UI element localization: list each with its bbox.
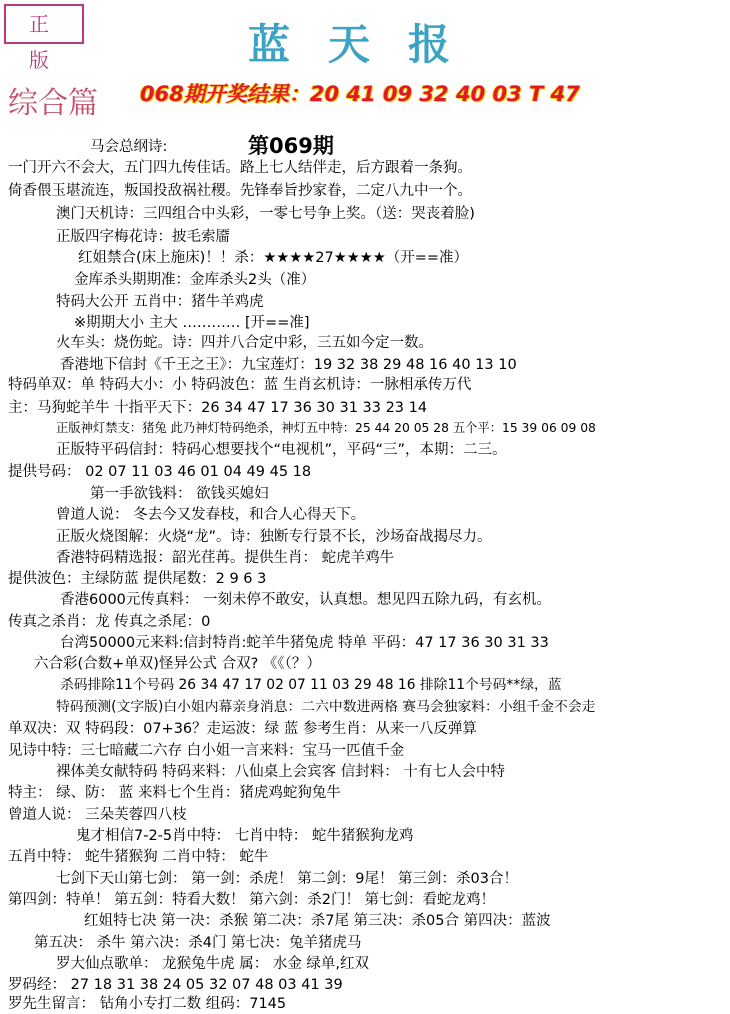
text-line: 马会总纲诗: <box>90 139 168 155</box>
text-line: 倚香偎玉堪流连，叛国投敌祸社稷。先锋奉旨抄家眷，二定八九中一个。 <box>8 183 472 199</box>
text-line: 香港特码精选报：韶光荏苒。提供生肖： 蛇虎羊鸡牛 <box>56 550 395 566</box>
section-heading: 综合篇 <box>8 86 98 121</box>
text-line: 第五决： 杀牛 第六决：杀4门 第七决：兔羊猪虎马 <box>34 935 362 951</box>
text-line: 传真之杀肖：龙 传真之杀尾：0 <box>8 614 211 630</box>
text-line: 提供波色：主绿防蓝 提供尾数：2 9 6 3 <box>8 571 267 587</box>
text-line: 红姐禁合(床上施床)！！杀：★★★★27★★★★（开==准） <box>78 250 469 266</box>
text-line: 曾道人说： 三朵芙蓉四八枝 <box>8 807 187 823</box>
text-line: 提供号码： 02 07 11 03 46 01 04 49 45 18 <box>8 464 312 480</box>
text-line: 五肖中特： 蛇牛猪猴狗 二肖中特： 蛇牛 <box>8 849 269 865</box>
text-line: 香港地下信封《千王之王》：九宝莲灯：19 32 38 29 48 16 40 13 10 <box>60 357 517 373</box>
newspaper-title: 蓝天报 <box>248 20 489 69</box>
text-line: 罗码经： 27 18 31 38 24 05 32 07 48 03 41 39 <box>8 977 343 993</box>
text-line: 正版火烧图解：火烧“龙”。诗：独断专行景不长，沙场奋战揭尽力。 <box>56 529 492 545</box>
text-line: 正版特平码信封：特码心想要找个“电视机”，平码“三”，本期：二三。 <box>56 442 507 458</box>
text-line: ※期期大小 主大 ………… [开==准] <box>74 315 310 331</box>
text-line: 单双决：双 特码段：07+36？走运波：绿 蓝 参考生肖：从来一八反弹算 <box>8 721 477 737</box>
text-line: 主：马狗蛇羊牛 十指平天下：26 34 47 17 36 30 31 33 23 14 <box>8 400 428 416</box>
text-line: 一门开六不会大，五门四九传佳话。路上七人结伴走，后方跟着一条狗。 <box>8 160 472 176</box>
text-line: 特码单双：单 特码大小：小 特码波色：蓝 生肖玄机诗：一脉相承传万代 <box>8 377 472 393</box>
text-line: 第四剑：特单！ 第五剑：特看大数！ 第六剑：杀2门！ 第七剑：看蛇龙鸡！ <box>8 892 496 908</box>
text-line: 正版四字梅花诗：披毛索靥 <box>56 229 230 245</box>
text-line: 金库杀头期期准：金库杀头2头（准） <box>74 272 316 288</box>
genuine-badge: 正 版 <box>4 4 84 44</box>
text-line: 香港6000元传真料： 一刻未停不敢安，认真想。想见四五除九码，有玄机。 <box>60 592 552 608</box>
text-line: 特码预测(文字版)白小姐内幕亲身消息：二六中数进两格 赛马会独家料：小组千金不会走 <box>56 699 596 715</box>
text-line: 裸体美女献特码 特码来料：八仙桌上会宾客 信封料： 十有七人会中特 <box>56 764 505 780</box>
text-line: 火车头：烧伤蛇。诗：四并八合定中彩，三五如今定一数。 <box>56 335 433 351</box>
text-line: 曾道人说： 冬去今又发春枝，和合人心得天下。 <box>56 507 366 523</box>
text-line: 杀码排除11个号码 26 34 47 17 02 07 11 03 29 48 16 排除11个号码**绿，蓝 <box>60 677 562 693</box>
text-line: 第一手欲钱料： 欲钱买媳妇 <box>90 486 269 502</box>
text-line: 台湾50000元来料:信封特肖:蛇羊牛猪兔虎 特单 平码：47 17 36 30 31 33 <box>60 635 549 651</box>
text-line: 六合彩(合数+单双)怪异公式 合双? 《《（？） <box>34 656 321 672</box>
text-line: 鬼才相信7-2-5肖中特： 七肖中特： 蛇牛猪猴狗龙鸡 <box>76 828 414 844</box>
text-line: 罗大仙点歌单： 龙猴兔牛虎 属： 水金 绿单,红双 <box>56 956 370 972</box>
text-line: 红姐特七决 第一决：杀猴 第二决：杀7尾 第三决：杀05合 第四决：蓝波 <box>84 913 551 929</box>
text-line: 罗先生留言： 钻角小专打二数 组码：7145 <box>8 996 287 1012</box>
text-line: 特主： 绿、防： 蓝 来料七个生肖：猪虎鸡蛇狗兔牛 <box>8 785 341 801</box>
text-line: 见诗中特：三七暗藏二六存 白小姐一言来料：宝马一匹值千金 <box>8 743 405 759</box>
issue-number: 第069期 <box>248 134 334 158</box>
text-line: 七剑下天山第七剑： 第一剑：杀虎！ 第二剑：9尾！ 第三剑：杀03合！ <box>56 871 519 887</box>
text-line: 正版神灯禁支：猪兔 此乃神灯特码绝杀，神灯五中特：25 44 20 05 28 五个平：15 39 06 09 08 <box>56 421 596 435</box>
text-line: 澳门天机诗：三四组合中头彩，一零七号争上奖。（送：哭丧着脸) <box>56 206 475 222</box>
draw-result-banner: 068期开奖结果：20 41 09 32 40 03 T 47 <box>140 82 580 106</box>
text-line: 特码大公开 五肖中：猪牛羊鸡虎 <box>56 294 264 310</box>
